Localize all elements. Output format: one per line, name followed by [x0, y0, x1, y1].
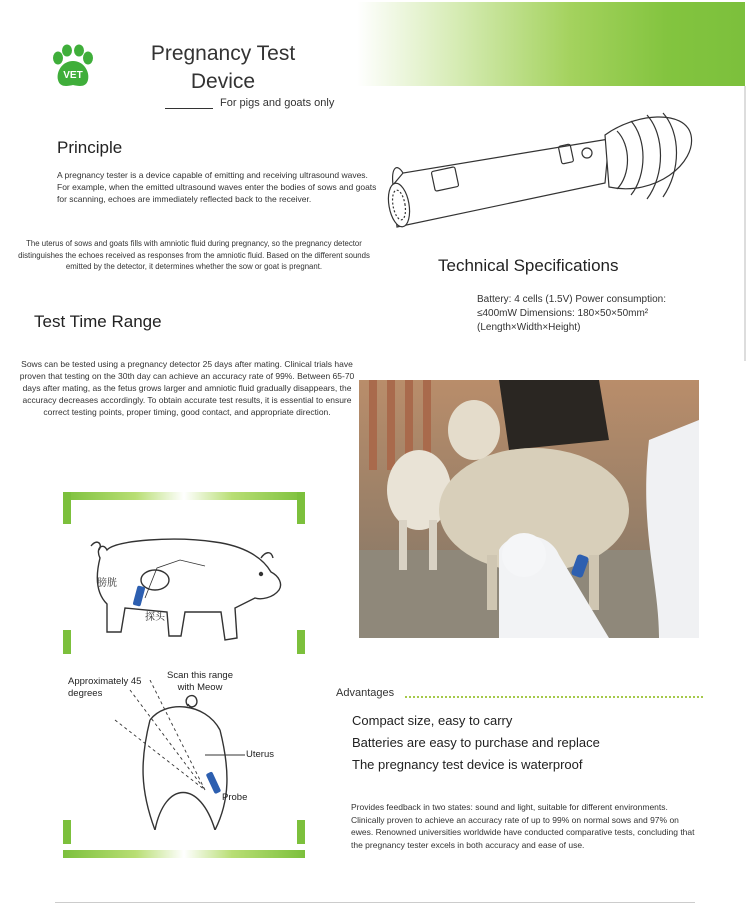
logo-text: VET — [63, 70, 83, 81]
green-banner — [357, 2, 745, 86]
title-underline — [165, 108, 213, 109]
pig-side-diagram — [85, 528, 285, 653]
title-line-2: Device — [190, 70, 256, 93]
label-angle: Approximately 45 degrees — [68, 676, 142, 699]
title-line-1: Pregnancy Test — [150, 42, 296, 65]
principle-heading: Principle — [57, 138, 123, 157]
label-bladder: 膀胱 — [97, 578, 117, 589]
advantage-item: The pregnancy test device is waterproof — [352, 757, 583, 772]
vet-paw-logo — [50, 44, 96, 90]
principle-paragraph-1: A pregnancy tester is a device capable of emitting and receiving ultrasound waves. For example, when the emitted ultrasound waves enter the bodies of sows and goats for scanning, echoes are immediately reflected back to the receiver. — [57, 170, 377, 204]
advantages-dotted-rule — [405, 696, 703, 698]
page-title — [128, 40, 318, 96]
label-probe: Probe — [222, 792, 248, 803]
advantages-paragraph: Provides feedback in two states: sound and light, suitable for different environments. Clinically proven to achieve an accuracy rate of up to 99% on normal sows and 97% on ewes. Renowned universities worldwide have conducted comparative tests, concluding that the pregnancy tester excels in both accuracy and ease of use. — [351, 802, 695, 850]
pig-diagram-frame-bottom — [63, 640, 305, 664]
test-time-text: Sows can be tested using a pregnancy detector 25 days after mating. Clinical trials have proven that testing on the 30th day can achieve an accuracy rate of 99%. Between 65-70 days after mating, as the fetus grows larger and amniotic fluid gradually disappears, the accuracy decreases accordingly. To obtain accurate test results, it is essential to ensure correct testing points, proper timing, good contact, and appropriate direction. — [19, 359, 355, 417]
test-time-heading: Test Time Range — [34, 312, 162, 331]
sheep-testing-photo — [359, 380, 699, 638]
principle-paragraph-2: The uterus of sows and goats fills with amniotic fluid during pregnancy, so the pregnancy detector distinguishes the echoes received as responses from the amniotic fluid. Based on the different sounds emitted by the detector, it determines whether the sow or goat is pregnant. — [18, 239, 370, 271]
advantage-item: Compact size, easy to carry — [352, 713, 513, 728]
label-scan-range: Scan this range with Meow — [166, 670, 233, 693]
label-uterus: Uterus — [246, 749, 274, 760]
pig-rear-diagram — [110, 680, 310, 830]
advantages-list — [352, 710, 732, 776]
label-probe-cn: 探头 — [145, 612, 165, 623]
side-divider — [744, 86, 746, 361]
advantages-heading: Advantages — [336, 687, 395, 699]
subtitle: For pigs and goats only — [220, 97, 335, 109]
rear-diagram-frame-bottom — [63, 834, 305, 858]
technical-heading: Technical Specifications — [438, 256, 619, 275]
advantage-item: Batteries are easy to purchase and replace — [352, 735, 600, 750]
pig-diagram-frame-top — [63, 492, 305, 524]
device-illustration — [385, 105, 700, 245]
bottom-rule — [55, 902, 695, 903]
technical-text: Battery: 4 cells (1.5V) Power consumption: ≤400mW Dimensions: 180×50×50mm² (Length×Width×Height) — [477, 294, 666, 333]
